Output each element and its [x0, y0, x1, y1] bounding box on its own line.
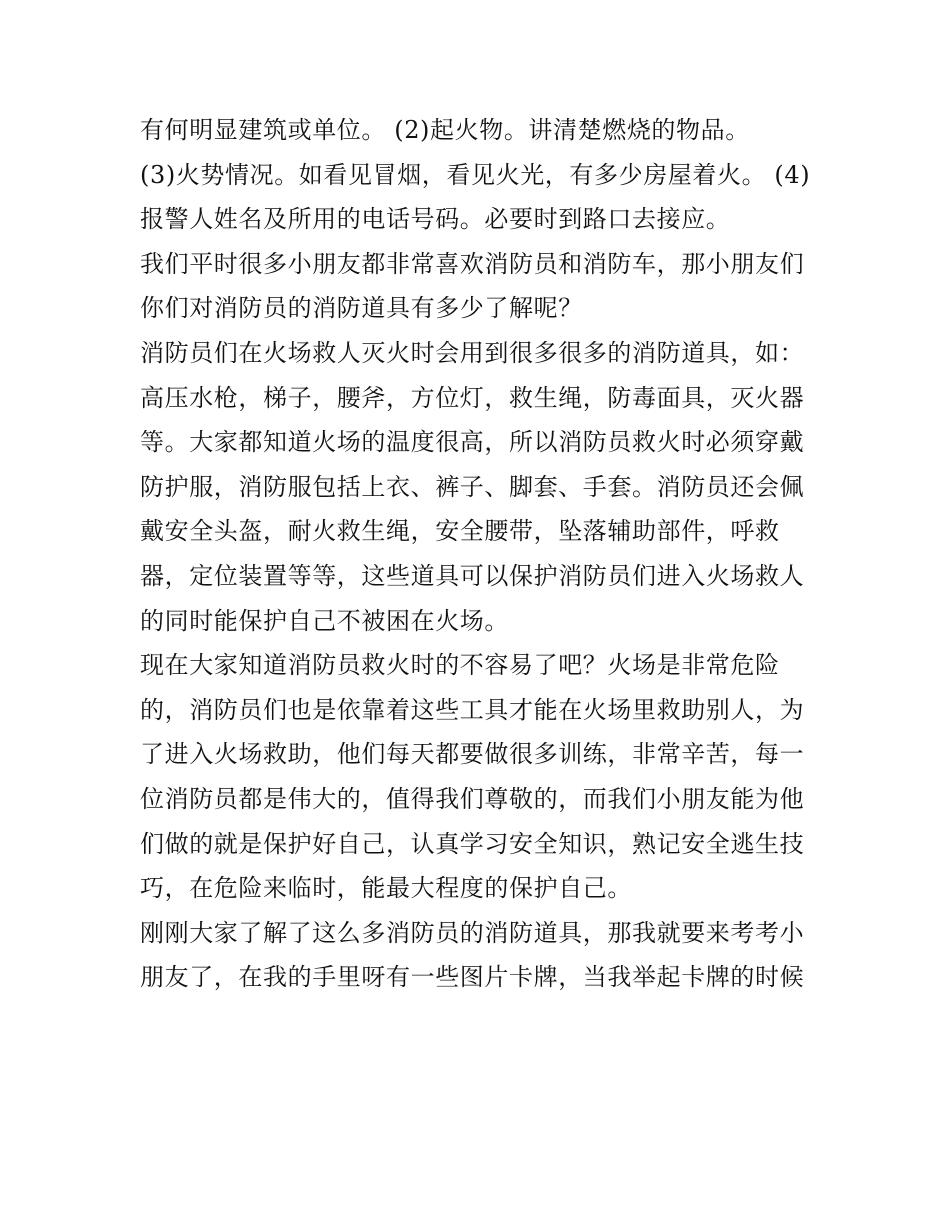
text-line: 器，定位装置等等，这些道具可以保护消防员们进入火场救人: [140, 561, 805, 590]
text-line: 们做的就是保护好自己，认真学习安全知识，熟记安全逃生技: [140, 829, 805, 858]
text-line: 了进入火场救助，他们每天都要做很多训练，非常辛苦，每一: [140, 740, 805, 769]
text-line: 报警人姓名及所用的电话号码。必要时到路口去接应。: [140, 205, 731, 234]
text-line: 朋友了，在我的手里呀有一些图片卡牌，当我举起卡牌的时候: [140, 963, 805, 992]
text-line: 的同时能保护自己不被困在火场。: [140, 606, 509, 635]
text-line: 等。大家都知道火场的温度很高，所以消防员救火时必须穿戴: [140, 428, 805, 457]
text-line: 现在大家知道消防员救火时的不容易了吧？火场是非常危险: [140, 651, 780, 680]
text-line: 消防员们在火场救人灭火时会用到很多很多的消防道具，如：: [140, 338, 805, 367]
text-line: 巧，在危险来临时，能最大程度的保护自己。: [140, 874, 632, 903]
text-line: 你们对消防员的消防道具有多少了解呢？: [140, 294, 583, 323]
text-line: 刚刚大家了解了这么多消防员的消防道具，那我就要来考考小: [140, 918, 805, 947]
text-line: (3)火势情况。如看见冒烟，看见火光，有多少房屋着火。 (4): [140, 160, 811, 189]
text-line: 的，消防员们也是依靠着这些工具才能在火场里救助别人，为: [140, 695, 805, 724]
text-line: 有何明显建筑或单位。 (2)起火物。讲清楚燃烧的物品。: [140, 116, 750, 144]
text-line: 我们平时很多小朋友都非常喜欢消防员和消防车，那小朋友们: [140, 249, 805, 278]
document-body: [140, 108, 820, 1000]
text-line: 高压水枪，梯子，腰斧，方位灯，救生绳，防毒面具，灭火器: [140, 383, 805, 412]
text-line: 戴安全头盔，耐火救生绳，安全腰带，坠落辅助部件，呼救: [140, 517, 780, 546]
text-line: 防护服，消防服包括上衣、裤子、脚套、手套。消防员还会佩: [140, 472, 805, 501]
text-line: 位消防员都是伟大的，值得我们尊敬的，而我们小朋友能为他: [140, 784, 805, 813]
